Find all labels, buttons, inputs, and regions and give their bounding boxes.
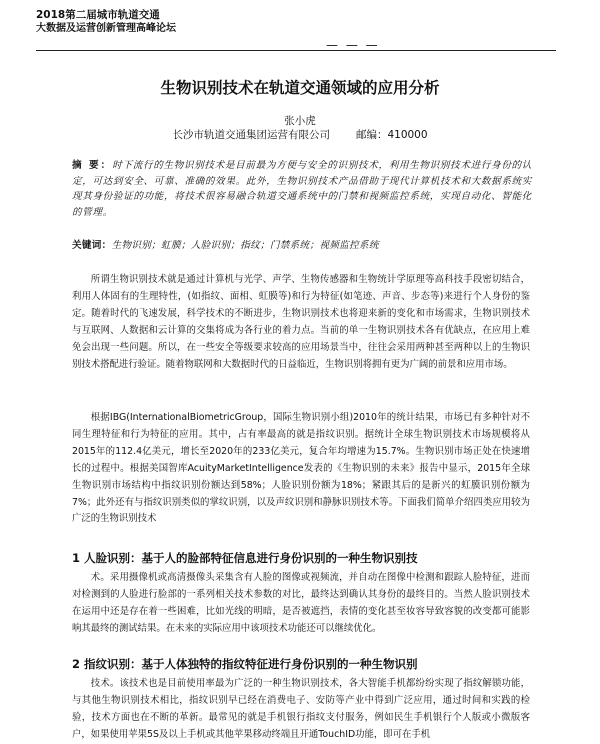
paper-title: 生物识别技术在轨道交通领域的应用分析 xyxy=(160,79,440,97)
header-forum-line: 大数据及运营创新管理高峰论坛 xyxy=(36,23,176,34)
author-name: 张小虎 xyxy=(284,115,316,127)
keywords-text: 生物识别；虹膜；人脸识别；指纹；门禁系统；视频监控系统 xyxy=(111,240,379,251)
journal-header xyxy=(36,8,576,52)
keywords xyxy=(72,238,532,253)
header-conference-line: 2018第二届城市轨道交通 xyxy=(36,9,160,21)
header-rule xyxy=(36,50,556,51)
section-heading-face-recognition: 1 人脸识别：基于人的脸部特征信息进行身份识别的一种生物识别技 xyxy=(72,551,418,565)
body-paragraph-face-recognition xyxy=(72,570,530,638)
paragraph-text: 所谓生物识别技术就是通过计算机与光学、声学、生物传感器和生物统计学原理等高科技手段密切结合，利用人体固有的生理特性，(如指纹、面相、虹膜等)和行为特征(如笔迹、声音、步态等)来进行个人身份的鉴定。随着时代的飞速发展，科学技术的不断进步，生物识别技术也将迎来新的变化和市场需求，生物识别技术与互联网、人数据和云计算的交集将成为各行业的着力点。当前的单一生物识别技术各有优缺点，在应用上难免会出现一些问题。所以，在一些安全等级要求较高的应用场景当中，往往会采用两种甚至两种以上的生物识别技术搭配进行验证。随着物联网和大数据时代的日益临近，生物识别将拥有更为广阔的前景和应用市场。 xyxy=(72,274,530,370)
keywords-label: 关键词： xyxy=(72,240,112,251)
body-paragraph-2 xyxy=(72,410,530,528)
abstract-text: 时下流行的生物识别技术是目前最为方便与安全的识别技术，利用生物识别技术进行身份的认定，可达到安全、可靠、准确的效果。此外，生物识别技术产品借助于现代计算机技术和大数据系统实现其身份验证的功能，将技术很容易融合轨道交通系统中的门禁和视频监控系统，实现自动化、智能化的管理。 xyxy=(72,160,532,218)
header-marks: — — — xyxy=(326,38,380,52)
paragraph-text: 技术。该技术也是目前使用率最为广泛的一种生物识别技术，各大智能手机都纷纷实现了指纹解锁功能，与其他生物识别技术相比，指纹识别早已经在消费电子、安防等产业中得到广泛应用，通过时间和实践的检验，技术方面也在不断的革新。最常见的就是手机银行指纹支付服务，例如民生手机银行个人版或小微版客户，如果使用苹果5S及以上手机或其他苹果移动终端且开通TouchID功能，即可在手机 xyxy=(72,678,530,740)
abstract-label: 摘 要： xyxy=(72,160,113,171)
body-paragraph-1 xyxy=(72,272,530,373)
paragraph-text: 根据IBG(InternationalBiometricGroup，国际生物识别小组)2010年的统计结果，市场已有多种针对不同生理特征和行为特征的应用。其中，占有率最高的就是指纹识别。据统计全球生物识别技术市场规模将从2015年的112.4亿美元，增长至2020年的233亿美元，复合年均增速为15.7%。生物识别市场正处在快速增长的过程中。根据美国智库AcuityMarketIntelligence发表的《生物识别的未来》报告中显示，2015年全球生物识别市场结构中指纹识别份额达到58%；人脸识别份额为18%；紧跟其后的是新兴的虹膜识别份额为7%；此外还有与指纹识别类似的掌纹识别，以及声纹识别和静脉识别技术等。下面我们简单介绍四类应用较为广泛的生物识别技术 xyxy=(72,412,530,525)
abstract xyxy=(72,158,532,220)
postcode: 邮编：410000 xyxy=(355,129,428,141)
section-heading-fingerprint: 2 指纹识别：基于人体独特的指纹特征进行身份识别的一种生物识别 xyxy=(72,657,418,671)
paragraph-text: 术。采用摄像机或高清摄像头采集含有人脸的图像或视频流，并自动在图像中检测和跟踪人脸特征，进而对检测到的人脸进行脸部的一系列相关技术参数的对比，最终达到确认其身份的最终目的。当然人脸识别技术在运用中还是存在着一些困难，比如光线的明暗，是否被遮挡，表情的变化甚至妆容导致容貌的改变都可能影响其最终的测试结果。在未来的实际应用中该项技术功能还可以继续优化。 xyxy=(72,572,530,634)
body-paragraph-fingerprint xyxy=(72,676,530,744)
affiliation-line xyxy=(0,127,600,142)
affiliation: 长沙市轨道交通集团运营有限公司 xyxy=(172,129,330,141)
